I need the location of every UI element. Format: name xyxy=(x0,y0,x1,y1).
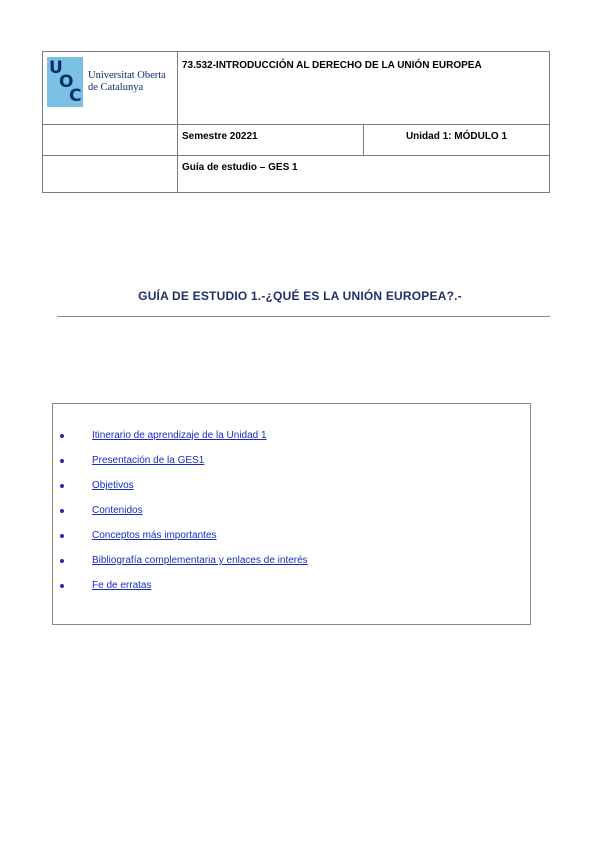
toc-link-itinerario[interactable]: Itinerario de aprendizaje de la Unidad 1 xyxy=(92,430,267,441)
toc-list xyxy=(53,404,530,604)
semester-cell: Semestre 20221 xyxy=(178,125,364,156)
toc-item-erratas xyxy=(53,579,530,604)
toc-link-objetivos[interactable]: Objetivos xyxy=(92,480,134,491)
toc-link-erratas[interactable]: Fe de erratas xyxy=(92,580,152,591)
bullet-icon xyxy=(60,509,64,513)
logo-line-2: de Catalunya xyxy=(88,82,144,93)
toc-item-objetivos xyxy=(53,479,530,504)
bullet-icon xyxy=(60,484,64,488)
toc-item-conceptos xyxy=(53,529,530,554)
guide-cell: Guía de estudio – GES 1 xyxy=(178,156,550,193)
document-title: GUÍA DE ESTUDIO 1.-¿QUÉ ES LA UNIÓN EUROPEA?.- xyxy=(138,289,462,303)
toc-item-presentacion xyxy=(53,454,530,479)
bullet-icon xyxy=(60,534,64,538)
uoc-logo-mark: U O C xyxy=(49,58,82,106)
uoc-logo-text xyxy=(88,70,166,94)
header-row-3 xyxy=(43,156,550,193)
uoc-logo xyxy=(47,57,173,107)
toc-link-presentacion[interactable]: Presentación de la GES1 xyxy=(92,455,205,466)
bullet-icon xyxy=(60,559,64,563)
logo-cell xyxy=(43,52,178,125)
table-of-contents xyxy=(52,403,531,625)
header-table xyxy=(42,51,550,193)
empty-cell xyxy=(43,156,178,193)
bullet-icon xyxy=(60,584,64,588)
unit-cell: Unidad 1: MÓDULO 1 xyxy=(364,125,550,156)
bullet-icon xyxy=(60,434,64,438)
toc-item-itinerario xyxy=(53,429,530,454)
toc-link-contenidos[interactable]: Contenidos xyxy=(92,505,143,516)
logo-line-1: Universitat Oberta xyxy=(88,70,166,81)
course-title: 73.532-INTRODUCCIÓN AL DERECHO DE LA UNIÓN EUROPEA xyxy=(178,52,550,125)
toc-item-bibliografia xyxy=(53,554,530,579)
empty-cell xyxy=(43,125,178,156)
header-row-1 xyxy=(43,52,550,125)
toc-item-contenidos xyxy=(53,504,530,529)
header-row-2 xyxy=(43,125,550,156)
title-divider xyxy=(57,316,550,317)
bullet-icon xyxy=(60,459,64,463)
toc-link-bibliografia[interactable]: Bibliografía complementaria y enlaces de interés xyxy=(92,555,308,566)
toc-link-conceptos[interactable]: Conceptos más importantes xyxy=(92,530,217,541)
